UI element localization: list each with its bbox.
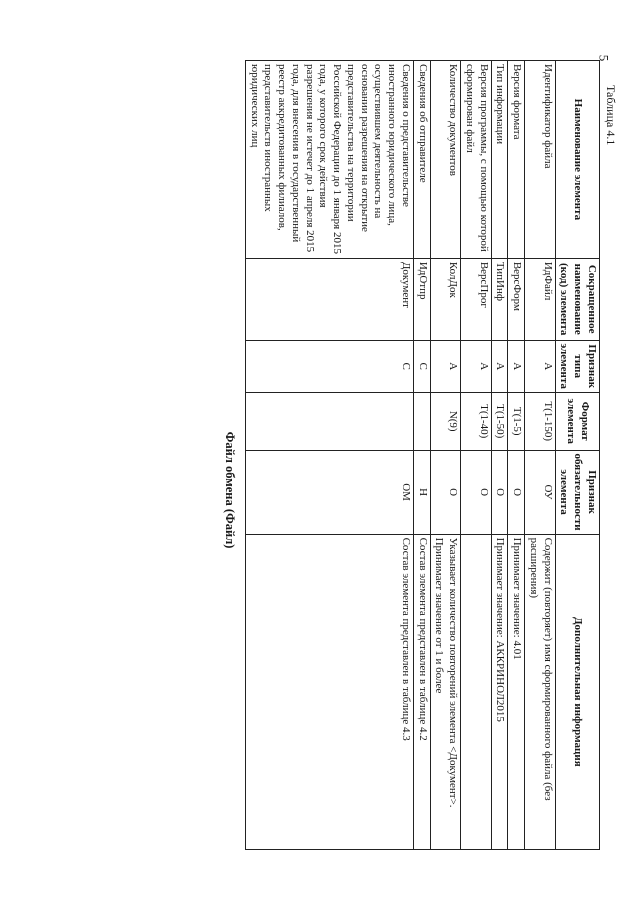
cell-type: А (491, 340, 508, 392)
cell-type: С (414, 340, 431, 392)
cell-info: Указывает количество повторений элемента <Документ>. Принимает значение от 1 и более (430, 534, 461, 849)
cell-name: Сведения о представительстве иностранного юридического лица, осуществившем деятельность на основании разрешения на открытие представительства на территории Российской Федерации до 1 января 2015 года, у которого срок действия разрешения не истечет до 1 апреля 2015 года, для внесения в государственный реестр аккредитованных филиалов, представительств иностранных юридических лиц (246, 61, 414, 259)
cell-info: Состав элемента представлен в таблице 4.3 (246, 534, 414, 849)
cell-code: Документ (246, 258, 414, 340)
cell-info: Состав элемента представлен в таблице 4.2 (414, 534, 431, 849)
cell-name: Количество документов (430, 61, 461, 259)
table-label: Таблица 4.1 (604, 85, 618, 146)
cell-info: Содержит (повторяет) имя сформированного файла (без расширения) (525, 534, 556, 849)
table-row (508, 61, 525, 850)
header-row (555, 61, 599, 850)
cell-req: О (491, 450, 508, 534)
cell-format: T(1-50) (491, 392, 508, 450)
cell-name: Сведения об отправителе (414, 61, 431, 259)
exchange-file-table (245, 60, 600, 850)
table-row (414, 61, 431, 850)
cell-format (414, 392, 431, 450)
cell-type: С (246, 340, 414, 392)
table-row (430, 61, 461, 850)
cell-name: Версия формата (508, 61, 525, 259)
cell-req: О (430, 450, 461, 534)
cell-code: ВерсФорм (508, 258, 525, 340)
cell-type: А (525, 340, 556, 392)
cell-code: ВерсПрог (461, 258, 492, 340)
header-name: Наименование элемента (555, 61, 599, 259)
cell-name: Версия программы, с помощью которой сформирован файл (461, 61, 492, 259)
cell-req: ОУ (525, 450, 556, 534)
cell-format: T(1-5) (508, 392, 525, 450)
page-number: 5 (596, 54, 612, 62)
cell-format (246, 392, 414, 450)
cell-type: А (508, 340, 525, 392)
cell-format: N(9) (430, 392, 461, 450)
table-row (491, 61, 508, 850)
cell-info: Принимает значение: 4.01 (508, 534, 525, 849)
cell-info (461, 534, 492, 849)
header-type: Признак типа элемента (555, 340, 599, 392)
cell-req: О (508, 450, 525, 534)
cell-code: ТипИнф (491, 258, 508, 340)
header-code: Сокращенное наименование (код) элемента (555, 258, 599, 340)
header-info: Дополнительная информация (555, 534, 599, 849)
cell-req: О (461, 450, 492, 534)
cell-code: ИдОтпр (414, 258, 431, 340)
cell-type: А (430, 340, 461, 392)
cell-req: Н (414, 450, 431, 534)
header-format: Формат элемента (555, 392, 599, 450)
cell-name: Идентификатор файла (525, 61, 556, 259)
cell-format: T(1-40) (461, 392, 492, 450)
table-row (461, 61, 492, 850)
cell-code: КолДок (430, 258, 461, 340)
cell-name: Тип информации (491, 61, 508, 259)
table-title: Файл обмена (Файл) (223, 431, 237, 549)
cell-code: ИдФайл (525, 258, 556, 340)
table-row (525, 61, 556, 850)
table-row (246, 61, 414, 850)
cell-info: Принимает значение: АККРИНОЛ2015 (491, 534, 508, 849)
cell-format: T(1-150) (525, 392, 556, 450)
cell-req: ОМ (246, 450, 414, 534)
header-req: Признак обязательности элемента (555, 450, 599, 534)
cell-type: А (461, 340, 492, 392)
